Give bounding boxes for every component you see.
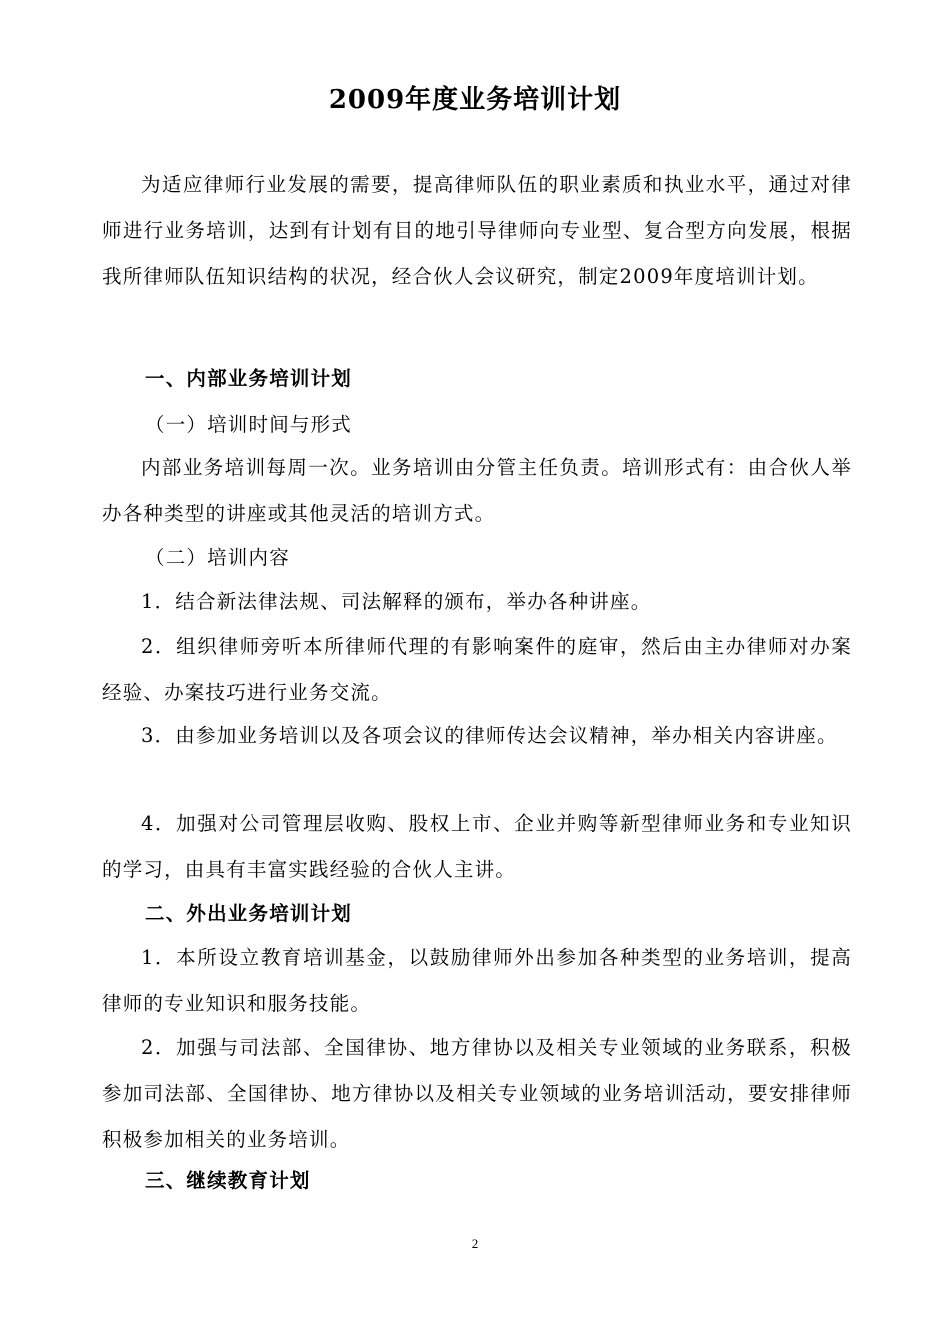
section1-item-3: 3．由参加业务培训以及各项会议的律师传达会议精神，举办相关内容讲座。 — [141, 724, 838, 747]
section1-item-1: 1．结合新法律法规、司法解释的颁布，举办各种讲座。 — [141, 590, 652, 613]
section3-heading: 三、继续教育计划 — [145, 1169, 311, 1192]
section2-heading: 二、外出业务培训计划 — [145, 902, 353, 925]
section2-item-1: 1．本所设立教育培训基金，以鼓励律师外出参加各种类型的业务培训，提高律师的专业知识和服务技能。 — [102, 946, 852, 1015]
section1-sub1-paragraph: 内部业务培训每周一次。业务培训由分管主任负责。培训形式有：由合伙人举办各种类型的讲座或其他灵活的培训方式。 — [102, 456, 852, 525]
section1-sub1-heading: （一）培训时间与形式 — [145, 413, 353, 436]
section1-sub2-heading: （二）培训内容 — [145, 546, 290, 569]
section1-item-4: 4．加强对公司管理层收购、股权上市、企业并购等新型律师业务和专业知识的学习，由具有丰富实践经验的合伙人主讲。 — [102, 812, 852, 881]
document-title: 2009年度业务培训计划 — [328, 85, 622, 115]
section2-item-2: 2．加强与司法部、全国律协、地方律协以及相关专业领域的业务联系，积极参加司法部、全国律协、地方律协以及相关专业领域的业务培训活动，要安排律师积极参加相关的业务培训。 — [102, 1036, 852, 1151]
section1-item-2: 2．组织律师旁听本所律师代理的有影响案件的庭审，然后由主办律师对办案经验、办案技巧进行业务交流。 — [102, 635, 852, 704]
page-number: 2 — [471, 1236, 479, 1251]
intro-paragraph: 为适应律师行业发展的需要，提高律师队伍的职业素质和执业水平，通过对律师进行业务培训，达到有计划有目的地引导律师向专业型、复合型方向发展，根据我所律师队伍知识结构的状况，经合伙人会议研究，制定2009年度培训计划。 — [102, 173, 852, 288]
section1-heading: 一、内部业务培训计划 — [145, 367, 353, 390]
